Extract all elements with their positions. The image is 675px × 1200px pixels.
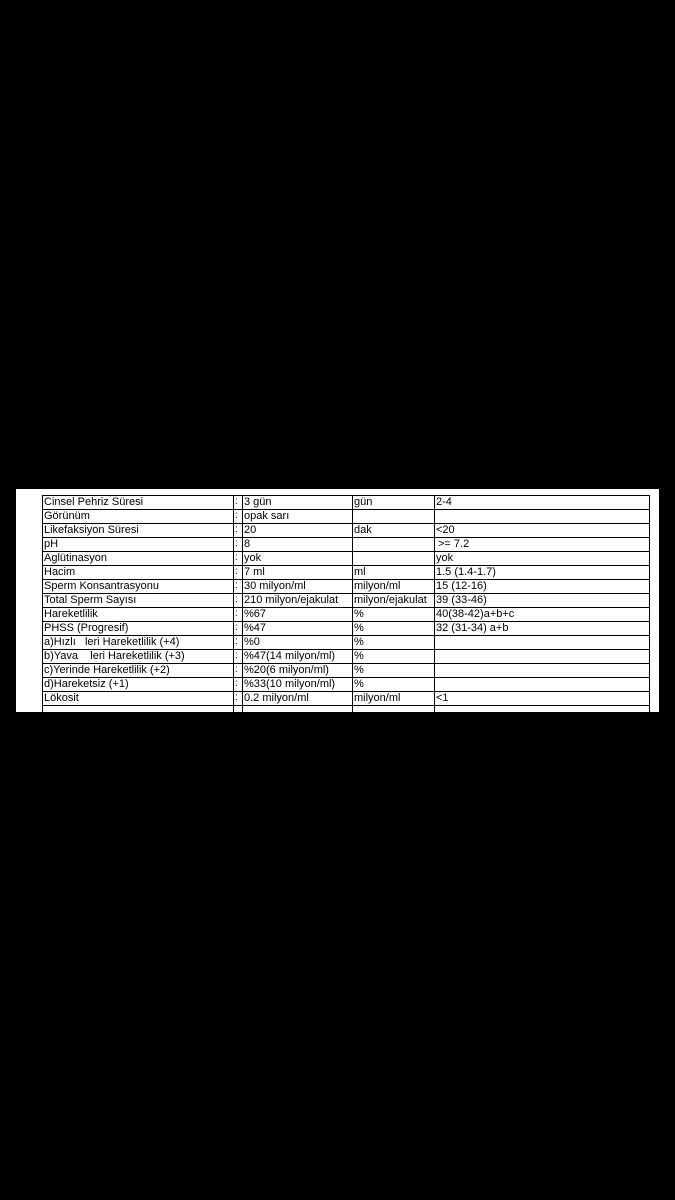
table-row [43, 538, 650, 552]
row-reference [435, 664, 650, 678]
row-label: Görünüm [43, 510, 234, 524]
row-label: PHSS (Progresif) [43, 622, 234, 636]
row-value: 20 [243, 524, 353, 538]
row-unit: milyon/ejakulat [353, 594, 435, 608]
row-value: %47 [243, 622, 353, 636]
table-row [43, 552, 650, 566]
row-unit: % [353, 650, 435, 664]
row-unit: milyon/ml [353, 692, 435, 706]
table-row [43, 608, 650, 622]
table-row [43, 678, 650, 692]
row-reference: 32 (31-34) a+b [435, 622, 650, 636]
table-row [43, 692, 650, 706]
row-unit: ml [353, 566, 435, 580]
row-value: %33(10 milyon/ml) [243, 678, 353, 692]
row-unit: % [353, 608, 435, 622]
row-unit [353, 510, 435, 524]
row-colon: : [234, 664, 243, 678]
row-colon: : [234, 566, 243, 580]
row-colon: : [234, 608, 243, 622]
row-reference: 1.5 (1.4-1.7) [435, 566, 650, 580]
row-unit-empty [353, 706, 435, 713]
row-colon: : [234, 524, 243, 538]
row-colon: : [234, 636, 243, 650]
table-row [43, 510, 650, 524]
row-label: Likefaksiyon Süresi [43, 524, 234, 538]
row-reference-empty [435, 706, 650, 713]
table-row [43, 580, 650, 594]
row-colon: : [234, 510, 243, 524]
row-value: %20(6 milyon/ml) [243, 664, 353, 678]
row-value: 8 [243, 538, 353, 552]
row-colon: : [234, 496, 243, 510]
table-row [43, 650, 650, 664]
row-colon: : [234, 594, 243, 608]
row-unit [353, 552, 435, 566]
row-label: Hareketlilik [43, 608, 234, 622]
row-label: Total Sperm Sayısı [43, 594, 234, 608]
row-unit: % [353, 664, 435, 678]
table-row [43, 636, 650, 650]
row-colon: : [234, 552, 243, 566]
row-colon: : [234, 650, 243, 664]
row-label: Cinsel Pehriz Süresi [43, 496, 234, 510]
row-reference: <1 [435, 692, 650, 706]
row-unit: % [353, 678, 435, 692]
row-label: b)Yava leri Hareketlilik (+3) [43, 650, 234, 664]
row-unit: % [353, 636, 435, 650]
table-row [43, 664, 650, 678]
row-colon: : [234, 692, 243, 706]
table-row [43, 496, 650, 510]
row-label: Hacim [43, 566, 234, 580]
row-label: pH [43, 538, 234, 552]
row-label: c)Yerinde Hareketlilik (+2) [43, 664, 234, 678]
row-value: %67 [243, 608, 353, 622]
row-reference: >= 7.2 [435, 538, 650, 552]
row-value: 7 ml [243, 566, 353, 580]
row-value: yok [243, 552, 353, 566]
row-reference: yok [435, 552, 650, 566]
row-value: opak sarı [243, 510, 353, 524]
row-colon: : [234, 678, 243, 692]
row-label-empty [43, 706, 234, 713]
row-reference [435, 636, 650, 650]
row-reference: 2-4 [435, 496, 650, 510]
row-reference: 39 (33-46) [435, 594, 650, 608]
row-colon-empty [234, 706, 243, 713]
row-value-empty [243, 706, 353, 713]
table-row [43, 622, 650, 636]
table-row [43, 524, 650, 538]
semen-analysis-table [42, 495, 650, 712]
row-unit: dak [353, 524, 435, 538]
row-label: Aglütinasyon [43, 552, 234, 566]
table-row [43, 594, 650, 608]
document-page [16, 489, 659, 712]
row-reference: 40(38-42)a+b+c [435, 608, 650, 622]
row-value: 0.2 milyon/ml [243, 692, 353, 706]
row-colon: : [234, 622, 243, 636]
row-unit [353, 538, 435, 552]
row-label: Sperm Konsantrasyonu [43, 580, 234, 594]
row-label: d)Hareketsiz (+1) [43, 678, 234, 692]
table-row-partial [43, 706, 650, 713]
row-unit: % [353, 622, 435, 636]
row-label: a)Hızlı leri Hareketlilik (+4) [43, 636, 234, 650]
row-label: Lökosit [43, 692, 234, 706]
row-colon: : [234, 538, 243, 552]
row-reference [435, 650, 650, 664]
row-value: 210 milyon/ejakulat [243, 594, 353, 608]
row-colon: : [234, 580, 243, 594]
row-reference [435, 510, 650, 524]
table-row [43, 566, 650, 580]
row-value: 3 gün [243, 496, 353, 510]
row-value: %47(14 milyon/ml) [243, 650, 353, 664]
row-value: %0 [243, 636, 353, 650]
row-unit: milyon/ml [353, 580, 435, 594]
row-reference: 15 (12-16) [435, 580, 650, 594]
row-reference [435, 678, 650, 692]
row-value: 30 milyon/ml [243, 580, 353, 594]
row-unit: gün [353, 496, 435, 510]
row-reference: <20 [435, 524, 650, 538]
